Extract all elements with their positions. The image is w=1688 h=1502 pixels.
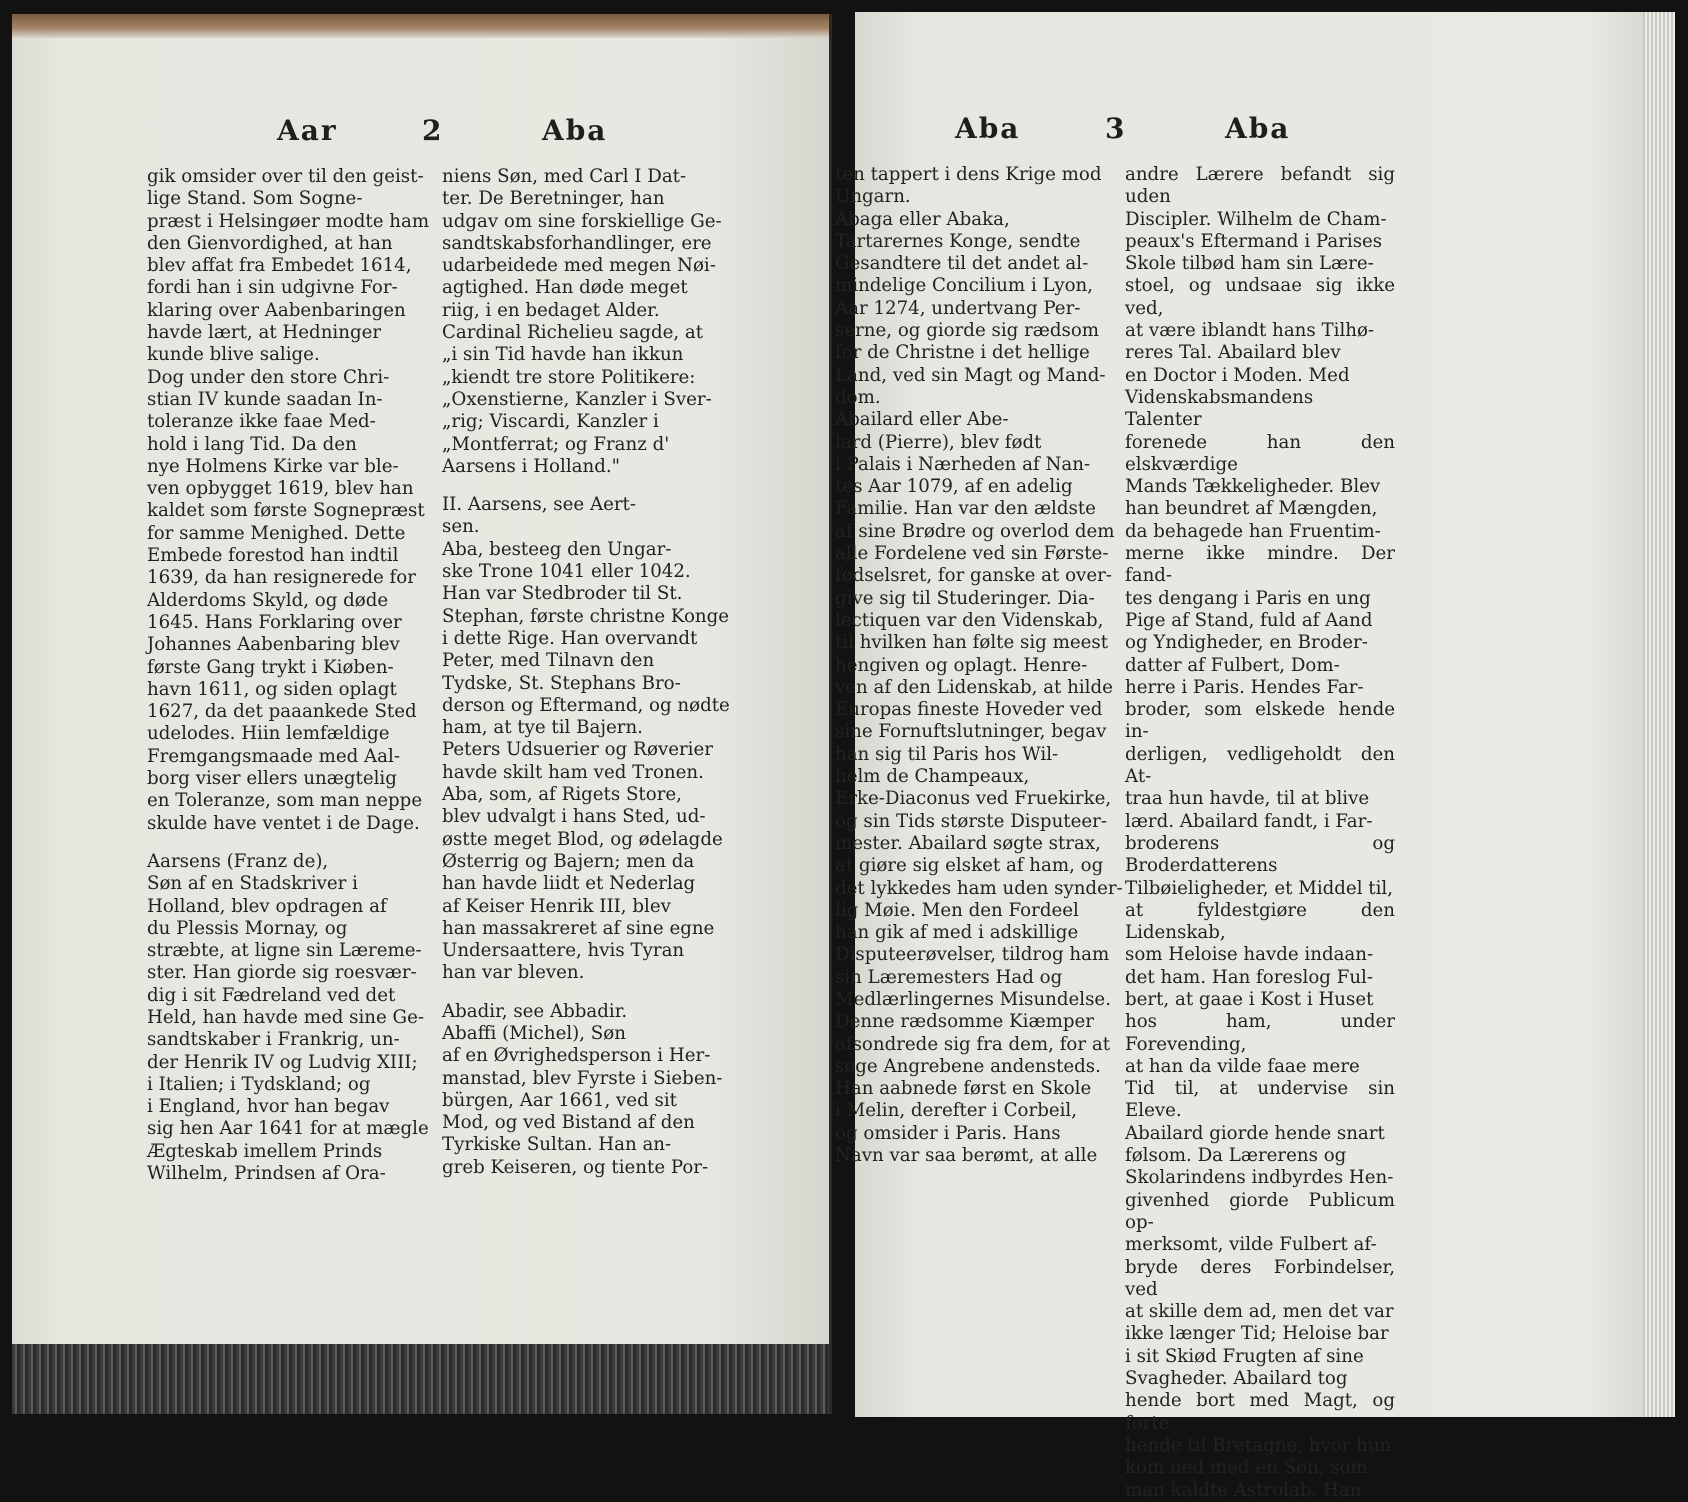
text-line: Holland, blev opdragen af: [147, 895, 387, 917]
text-line: 1645. Hans Forklaring over: [147, 611, 402, 633]
text-line: Denne rædsomme Kiæmper: [835, 1011, 1094, 1033]
text-line: „Montferrat; og Franz d': [442, 433, 670, 455]
text-line: lige Stand. Som Sogne-: [147, 188, 363, 210]
text-line: ster. Han giorde sig roesvær-: [147, 962, 417, 984]
text-line: alle Fordelene ved sin Første-: [835, 543, 1109, 565]
text-line: hende bort med Magt, og førte: [1125, 1390, 1395, 1434]
text-line: sin Læremesters Had og: [835, 966, 1063, 988]
text-line: tes Aar 1079, af en adelig: [835, 476, 1073, 498]
text-line: af en Øvrighedsperson i Her-: [442, 1045, 711, 1067]
text-line: ven af den Lidenskab, at hilde: [835, 676, 1113, 698]
text-line: ikke længer Tid; Heloise bar: [1125, 1323, 1389, 1345]
text-column-1: [147, 166, 457, 1185]
running-head-right: Aba: [1225, 112, 1291, 145]
text-line: udgav om sine forskiellige Ge-: [442, 210, 722, 232]
text-line: serne, og giorde sig rædsom: [835, 320, 1100, 342]
text-line: Skolarindens indbyrdes Hen-: [1125, 1167, 1394, 1189]
text-line: afsondrede sig fra dem, for at: [835, 1033, 1111, 1055]
text-line: udelodes. Hiin lemfældige: [147, 723, 390, 745]
text-line: lectiquen var den Videnskab,: [835, 609, 1104, 631]
text-line: i Melin, derefter i Corbeil,: [835, 1100, 1078, 1122]
text-line: broder, som elskede hende in-: [1125, 699, 1395, 743]
text-line: gik omsider over til den geist-: [147, 166, 424, 187]
text-line: der Henrik IV og Ludvig XIII;: [147, 1051, 418, 1073]
text-line: han havde liidt et Nederlag: [442, 873, 696, 895]
text-line: Europas fineste Hoveder ved: [835, 699, 1103, 721]
right-page: [835, 12, 1675, 1501]
text-line: Ægteskab imellem Prinds: [147, 1140, 383, 1162]
text-line: 1627, da det paaankede Sted: [147, 701, 417, 723]
text-line: datter af Fulbert, Dom-: [1125, 654, 1340, 676]
text-line: Johannes Aabenbaring blev: [147, 634, 400, 656]
text-line: toleranze ikke faae Med-: [147, 411, 376, 433]
text-line: borg viser ellers unægtelig: [147, 768, 397, 790]
text-line: sandtskabsforhandlinger, ere: [442, 232, 712, 254]
text-line: reres Tal. Abailard blev: [1125, 342, 1341, 364]
text-line: kunde blive salige.: [147, 344, 320, 366]
text-line: Abaga eller Abaka,: [835, 208, 1010, 230]
text-line: lærd. Abailard fandt, i Far-: [1125, 810, 1373, 832]
text-line: Søn af en Stadskriver i: [147, 873, 358, 895]
text-line: han gik af med i adskillige: [835, 922, 1079, 944]
text-line: i Palais i Nærheden af Nan-: [835, 453, 1091, 475]
text-line: han sig til Paris hos Wil-: [835, 743, 1059, 765]
text-line: Erke-Diaconus ved Fruekirke,: [835, 788, 1112, 810]
text-line: derson og Eftermand, og nødte: [442, 694, 730, 716]
text-line: mindelige Concilium i Lyon,: [835, 275, 1094, 297]
text-column-2: [1125, 164, 1395, 1502]
text-line: Aar 1274, undertvang Per-: [835, 297, 1081, 319]
text-line: forenede han den elskværdige: [1125, 431, 1395, 475]
text-line: han massakreret af sine egne: [442, 917, 715, 939]
text-line: han var bleven.: [442, 962, 585, 984]
text-line: og sin Tids største Disputeer-: [835, 810, 1107, 832]
text-line: stian IV kunde saadan In-: [147, 388, 383, 410]
text-line: Disputeerøvelser, tildrog ham: [835, 944, 1110, 966]
text-line: stoel, og undsaae sig ikke ved,: [1125, 275, 1395, 319]
running-head-left: Aba: [955, 112, 1021, 145]
text-line: kaldet som første Sognepræst: [147, 500, 425, 522]
text-line: havn 1611, og siden oplagt: [147, 678, 397, 700]
text-line: „rig; Viscardi, Kanzler i: [442, 411, 659, 433]
text-line: du Plessis Mornay, og: [147, 917, 348, 939]
text-line: Abadir, see Abbadir.: [442, 1000, 628, 1022]
text-line: Videnskabsmandens Talenter: [1125, 386, 1314, 431]
text-line: greb Keiseren, og tiente Por-: [442, 1156, 709, 1178]
running-head-left: Aar: [277, 114, 338, 147]
page-stack-edges: [1643, 12, 1675, 1417]
text-line: Aarsens i Holland.": [442, 455, 620, 477]
text-line: østte meget Blod, og ødelagde: [442, 828, 723, 850]
text-line: fordi han i sin udgivne For-: [147, 277, 398, 299]
text-line: præst i Helsingøer modte ham: [147, 210, 430, 232]
text-line: og Yndigheder, en Broder-: [1125, 632, 1368, 654]
text-line: Tartarernes Konge, sendte: [835, 230, 1081, 252]
text-line: agtighed. Han døde meget: [442, 277, 688, 299]
page-number: 2: [422, 114, 444, 147]
text-line: i Italien; i Tydskland; og: [147, 1073, 371, 1095]
text-line: at være iblandt hans Tilhø-: [1125, 320, 1375, 342]
text-line: første Gang trykt i Kiøben-: [147, 656, 394, 678]
text-line: helm de Champeaux,: [835, 766, 1030, 788]
text-line: sandtskaber i Frankrig, un-: [147, 1029, 400, 1051]
text-line: blev udvalgt i hans Sted, ud-: [442, 806, 706, 828]
text-line: klaring over Aabenbaringen: [147, 299, 406, 321]
text-line: blev affat fra Embedet 1614,: [147, 255, 412, 277]
text-line: en Toleranze, som man neppe: [147, 790, 423, 812]
text-line: sine Fornuftslutninger, begav: [835, 721, 1107, 743]
text-line: i England, hvor han begav: [147, 1096, 390, 1118]
text-line: dom.: [835, 386, 881, 408]
text-line: Peters Udsuerier og Røverier: [442, 739, 713, 761]
text-line: Discipler. Wilhelm de Cham-: [1125, 208, 1387, 230]
text-line: Tydske, St. Stephans Bro-: [442, 672, 681, 694]
text-line: Peter, med Tilnavn den: [442, 650, 655, 672]
text-line: Aba, besteeg den Ungar-: [442, 538, 672, 560]
text-line: som Heloise havde indaan-: [1125, 944, 1374, 966]
text-line: Alderdoms Skyld, og døde: [147, 589, 389, 611]
text-line: derligen, vedligeholdt den At-: [1125, 743, 1395, 788]
text-line: Mands Tækkeligheder. Blev: [1125, 476, 1381, 498]
text-line: havde lært, at Hedninger: [147, 322, 382, 344]
text-line: mester. Abailard søgte strax,: [835, 832, 1101, 854]
text-line: „kiendt tre store Politikere:: [442, 366, 696, 388]
page-top-edge: [12, 14, 829, 38]
text-column-1: [835, 164, 1125, 1167]
text-line: Stephan, første christne Konge: [442, 605, 730, 627]
text-line: hos ham, under Forevending,: [1125, 1011, 1395, 1055]
text-line: Mod, og ved Bistand af den: [442, 1112, 695, 1134]
text-line: at fyldestgiøre den Lidenskab,: [1125, 899, 1395, 944]
entry-gap: [147, 835, 457, 851]
text-line: Han aabnede først en Skole: [835, 1078, 1092, 1100]
text-line: stræbte, at ligne sin Læreme-: [147, 940, 422, 962]
text-line: af sine Brødre og overlod dem: [835, 520, 1115, 542]
text-line: Held, han havde med sine Ge-: [147, 1006, 424, 1028]
text-line: han beundret af Mængden,: [1125, 498, 1378, 520]
text-line: Abailard eller Abe-: [835, 409, 1009, 431]
text-line: af Keiser Henrik III, blev: [442, 895, 671, 917]
text-line: Dog under den store Chri-: [147, 366, 390, 388]
text-line: nye Holmens Kirke var ble-: [147, 455, 399, 477]
text-line: at han da vilde faae mere: [1125, 1055, 1360, 1077]
text-line: Familie. Han var den ældste: [835, 498, 1096, 520]
text-line: ten tappert i dens Krige mod: [835, 164, 1102, 185]
text-line: II. Aarsens, see Aert-: [442, 494, 636, 516]
text-line: sen.: [442, 516, 480, 538]
text-line: den Gienvordighed, at han: [147, 232, 393, 254]
text-line: „i sin Tid havde han ikkun: [442, 344, 684, 366]
page-number: 3: [1105, 112, 1127, 145]
text-line: give sig til Studeringer. Dia-: [835, 587, 1095, 609]
text-line: ven opbygget 1619, blev han: [147, 478, 414, 500]
text-line: Abailard giorde hende snart: [1125, 1122, 1385, 1144]
text-line: Østerrig og Bajern; men da: [442, 850, 695, 872]
text-line: merksomt, vilde Fulbert af-: [1125, 1234, 1377, 1256]
text-line: Tyrkiske Sultan. Han an-: [442, 1134, 672, 1156]
text-line: traa hun havde, til at blive: [1125, 788, 1370, 810]
text-line: bert, at gaae i Kost i Huset: [1125, 988, 1374, 1010]
text-line: man kaldte Astrolab. Han: [1125, 1479, 1362, 1501]
text-line: herre i Paris. Hendes Far-: [1125, 676, 1364, 698]
text-line: hende til Bretagne, hvor hun: [1125, 1434, 1392, 1456]
text-line: Skole tilbød ham sin Lære-: [1125, 253, 1374, 275]
text-line: at skille dem ad, men det var: [1125, 1301, 1394, 1323]
text-line: Ungarn.: [835, 186, 911, 208]
text-line: Wilhelm, Prindsen af Ora-: [147, 1163, 386, 1185]
text-line: ske Trone 1041 eller 1042.: [442, 561, 691, 583]
text-line: Aba, som, af Rigets Store,: [442, 784, 682, 806]
text-line: riig, i en bedaget Alder.: [442, 299, 660, 321]
text-line: Land, ved sin Magt og Mand-: [835, 364, 1106, 386]
text-line: det ham. Han foreslog Ful-: [1125, 966, 1374, 988]
text-line: andre Lærere befandt sig uden: [1125, 164, 1395, 208]
text-line: ter. De Beretninger, han: [442, 188, 665, 210]
text-line: broderens og Broderdatterens: [1125, 832, 1395, 877]
text-line: for samme Menighed. Dette: [147, 522, 406, 544]
text-line: søge Angrebene andensteds.: [835, 1055, 1101, 1077]
text-line: hengiven og oplagt. Henre-: [835, 654, 1088, 676]
left-page: [12, 14, 832, 1414]
entry-gap: [442, 478, 752, 494]
text-line: Abaffi (Michel), Søn: [442, 1022, 626, 1044]
text-line: det lykkedes ham uden synder-: [835, 877, 1123, 899]
text-line: peaux's Eftermand i Parises: [1125, 230, 1383, 252]
text-line: Aarsens (Franz de),: [147, 850, 329, 872]
text-line: lig Møie. Men den Fordeel: [835, 899, 1079, 921]
text-line: skulde have ventet i de Dage.: [147, 812, 420, 834]
text-line: Han var Stedbroder til St.: [442, 583, 683, 605]
scan-bottom-edge: [12, 1344, 829, 1414]
text-line: sig hen Aar 1641 for at mægle: [147, 1118, 429, 1140]
text-line: Medlærlingernes Misundelse.: [835, 988, 1111, 1010]
text-line: fødselsret, for ganske at over-: [835, 565, 1112, 587]
text-line: til hvilken han følte sig meest: [835, 632, 1109, 654]
text-line: hold i lang Tid. Da den: [147, 433, 357, 455]
text-line: 1639, da han resignerede for: [147, 567, 416, 589]
text-line: da behagede han Fruentim-: [1125, 520, 1381, 542]
text-line: Embede forestod han indtil: [147, 545, 399, 567]
text-line: bürgen, Aar 1661, ved sit: [442, 1089, 677, 1111]
text-line: havde skilt ham ved Tronen.: [442, 761, 704, 783]
text-line: manstad, blev Fyrste i Sieben-: [442, 1067, 723, 1089]
text-line: givenhed giorde Publicum op-: [1125, 1189, 1395, 1233]
text-line: Gesandtere til det andet al-: [835, 253, 1089, 275]
text-line: tes dengang i Paris en ung: [1125, 587, 1371, 609]
text-line: „Oxenstierne, Kanzler i Sver-: [442, 388, 712, 410]
running-head-right: Aba: [542, 114, 608, 147]
text-line: Tilbøieligheder, et Middel til,: [1125, 877, 1394, 899]
text-line: Undersaattere, hvis Tyran: [442, 940, 685, 962]
text-line: Tid til, at undervise sin Eleve.: [1125, 1078, 1395, 1122]
text-line: dig i sit Fædreland ved det: [147, 984, 396, 1006]
text-line: Navn var saa berømt, at alle: [835, 1145, 1098, 1167]
text-line: bryde deres Forbindelser, ved: [1125, 1256, 1395, 1300]
text-line: Cardinal Richelieu sagde, at: [442, 322, 704, 344]
text-line: at giøre sig elsket af ham, og: [835, 855, 1104, 877]
text-line: merne ikke mindre. Der fand-: [1125, 543, 1395, 587]
text-line: Pige af Stand, fuld af Aand: [1125, 609, 1373, 631]
text-line: en Doctor i Moden. Med: [1125, 364, 1350, 386]
text-line: lard (Pierre), blev født: [835, 431, 1042, 453]
text-column-2: [442, 166, 752, 1179]
text-line: niens Søn, med Carl I Dat-: [442, 166, 687, 187]
text-line: og omsider i Paris. Hans: [835, 1122, 1061, 1144]
text-line: for de Christne i det hellige: [835, 342, 1090, 364]
entry-gap: [442, 985, 752, 1001]
text-line: i sit Skiød Frugten af sine: [1125, 1345, 1364, 1367]
text-line: følsom. Da Lærerens og: [1125, 1145, 1347, 1167]
text-line: i dette Rige. Han overvandt: [442, 627, 698, 649]
text-line: Svagheder. Abailard tog: [1125, 1368, 1348, 1390]
text-line: kom ned med en Søn, som: [1125, 1457, 1368, 1479]
text-line: udarbeidede med megen Nøi-: [442, 255, 716, 277]
text-line: Fremgangsmaade med Aal-: [147, 745, 400, 767]
text-line: ham, at tye til Bajern.: [442, 717, 643, 739]
